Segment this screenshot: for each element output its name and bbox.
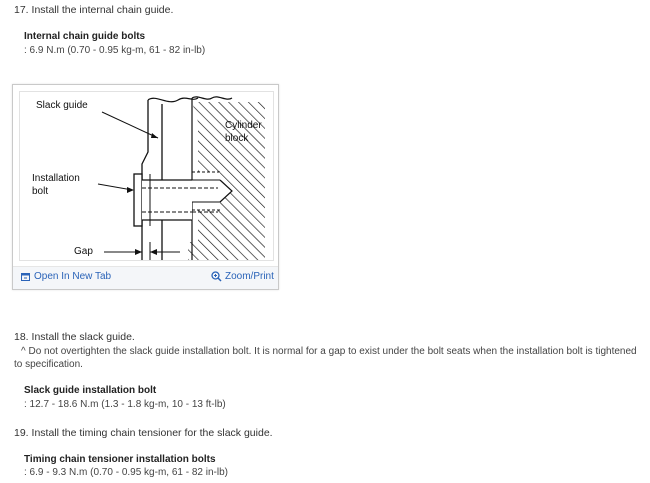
label-slack-guide: Slack guide [36, 100, 88, 111]
figure-footer [13, 266, 278, 289]
zoom-icon [211, 271, 222, 282]
figure-card [12, 84, 279, 290]
step-17 [14, 4, 173, 16]
cylinder-block-hatch [170, 92, 273, 260]
installation-bolt-leader [98, 184, 132, 190]
label-gap: Gap [74, 246, 93, 257]
label-installation: Installation [32, 173, 80, 184]
step-19 [14, 427, 273, 439]
step-text: Install the timing chain tensioner for the slack guide. [31, 427, 273, 439]
step-18 [14, 331, 135, 343]
step-text: Install the slack guide. [31, 331, 135, 343]
spec-title: Internal chain guide bolts [24, 31, 146, 42]
installation-bolt-head [134, 174, 142, 226]
step-number: 17. [14, 4, 29, 16]
step-number: 19. [14, 427, 29, 439]
zoom-print-link[interactable] [211, 271, 274, 282]
label-bolt: bolt [32, 186, 49, 197]
step-number: 18. [14, 331, 29, 343]
spec-value: : 6.9 - 9.3 N.m (0.70 - 0.95 kg-m, 61 - 82 in-lb) [24, 467, 228, 478]
open-new-tab-icon [21, 272, 31, 282]
slack-guide-diagram [19, 91, 274, 261]
label-cylinder: Cylinder [225, 120, 262, 131]
caution-note: ^ Do not overtighten the slack guide installation bolt. It is normal for a gap to exist under the bolt seats when the installation bolt is tightened to specification. [14, 346, 637, 370]
spec-title: Slack guide installation bolt [24, 385, 157, 396]
open-new-tab-link[interactable] [21, 271, 111, 282]
slack-guide-leader [102, 112, 158, 138]
spec-value: : 12.7 - 18.6 N.m (1.3 - 1.8 kg-m, 10 - 13 ft-lb) [24, 399, 226, 410]
zoom-print-label: Zoom/Print [225, 271, 274, 282]
label-block: block [225, 133, 249, 144]
spec-title: Timing chain tensioner installation bolts [24, 454, 216, 465]
step-text: Install the internal chain guide. [31, 4, 174, 16]
spec-value: : 6.9 N.m (0.70 - 0.95 kg-m, 61 - 82 in-lb) [24, 45, 206, 56]
open-new-tab-label: Open In New Tab [34, 271, 112, 282]
